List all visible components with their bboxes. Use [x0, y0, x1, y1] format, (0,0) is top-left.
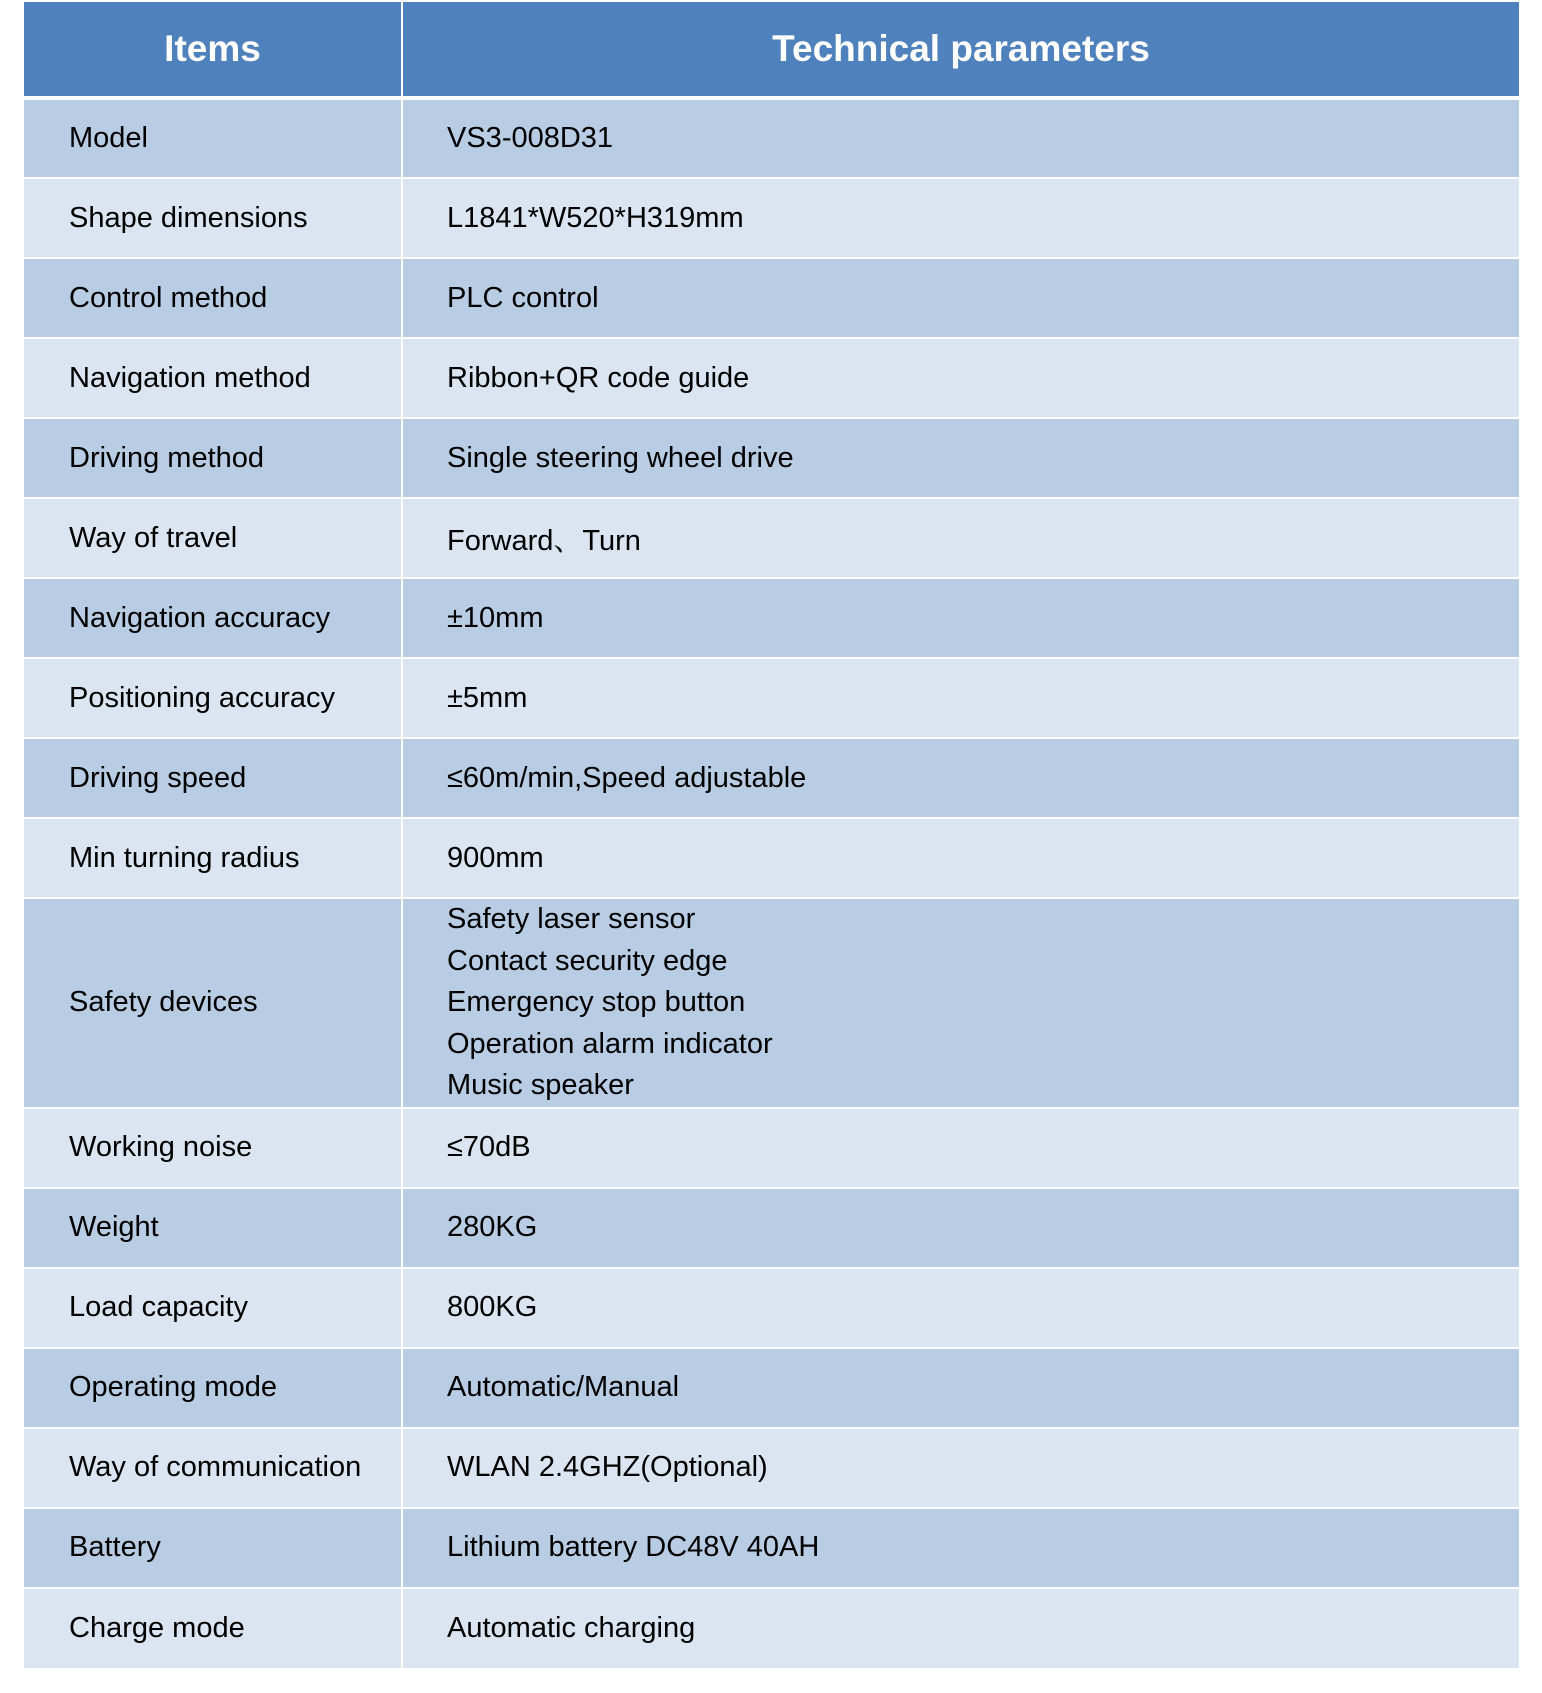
value-cell: VS3-008D31: [402, 98, 1519, 178]
item-cell: Load capacity: [24, 1268, 402, 1348]
value-cell: ≤60m/min,Speed adjustable: [402, 738, 1519, 818]
item-cell: Safety devices: [24, 898, 402, 1108]
value-cell: ≤70dB: [402, 1108, 1519, 1188]
item-cell: Model: [24, 98, 402, 178]
spec-table: [24, 2, 1519, 1668]
table-row: [24, 1508, 1519, 1588]
header-technical-parameters: Technical parameters: [402, 2, 1519, 98]
item-cell: Working noise: [24, 1108, 402, 1188]
value-cell: Automatic/Manual: [402, 1348, 1519, 1428]
item-cell: Control method: [24, 258, 402, 338]
safety-device-line: Emergency stop button: [447, 986, 746, 1018]
value-cell-multiline: [402, 898, 1519, 1108]
value-cell: 280KG: [402, 1188, 1519, 1268]
value-cell: Ribbon+QR code guide: [402, 338, 1519, 418]
table-row: [24, 98, 1519, 178]
value-cell: WLAN 2.4GHZ(Optional): [402, 1428, 1519, 1508]
item-cell: Way of travel: [24, 498, 402, 578]
table-row: [24, 418, 1519, 498]
table-row: [24, 658, 1519, 738]
table-row: [24, 1188, 1519, 1268]
value-cell: Automatic charging: [402, 1588, 1519, 1668]
table-row: [24, 738, 1519, 818]
table-row: [24, 178, 1519, 258]
item-cell: Operating mode: [24, 1348, 402, 1428]
value-cell: Forward、Turn: [402, 498, 1519, 578]
table-row: [24, 1588, 1519, 1668]
table-row: [24, 338, 1519, 418]
item-cell: Charge mode: [24, 1588, 402, 1668]
table-row: [24, 1108, 1519, 1188]
safety-device-line: Contact security edge: [447, 944, 728, 977]
header-row: [24, 2, 1519, 98]
safety-device-line: Music speaker: [447, 1069, 634, 1101]
value-cell: 800KG: [402, 1268, 1519, 1348]
item-cell: Navigation accuracy: [24, 578, 402, 658]
value-cell: ±5mm: [402, 658, 1519, 738]
header-items: Items: [24, 2, 402, 98]
table-row: [24, 1268, 1519, 1348]
item-cell: Navigation method: [24, 338, 402, 418]
table-row-safety-devices: [24, 898, 1519, 1108]
item-cell: Driving method: [24, 418, 402, 498]
safety-device-line: Safety laser sensor: [447, 903, 696, 935]
table-row: [24, 578, 1519, 658]
table-row: [24, 498, 1519, 578]
value-cell: Single steering wheel drive: [402, 418, 1519, 498]
value-cell: ±10mm: [402, 578, 1519, 658]
table-row: [24, 818, 1519, 898]
value-cell: Lithium battery DC48V 40AH: [402, 1508, 1519, 1588]
item-cell: Weight: [24, 1188, 402, 1268]
item-cell: Driving speed: [24, 738, 402, 818]
value-cell: 900mm: [402, 818, 1519, 898]
safety-device-line: Operation alarm indicator: [447, 1027, 773, 1060]
item-cell: Battery: [24, 1508, 402, 1588]
value-cell: PLC control: [402, 258, 1519, 338]
table-row: [24, 258, 1519, 338]
item-cell: Way of communication: [24, 1428, 402, 1508]
table-row: [24, 1348, 1519, 1428]
item-cell: Shape dimensions: [24, 178, 402, 258]
table-row: [24, 1428, 1519, 1508]
value-cell: L1841*W520*H319mm: [402, 178, 1519, 258]
item-cell: Positioning accuracy: [24, 658, 402, 738]
item-cell: Min turning radius: [24, 818, 402, 898]
